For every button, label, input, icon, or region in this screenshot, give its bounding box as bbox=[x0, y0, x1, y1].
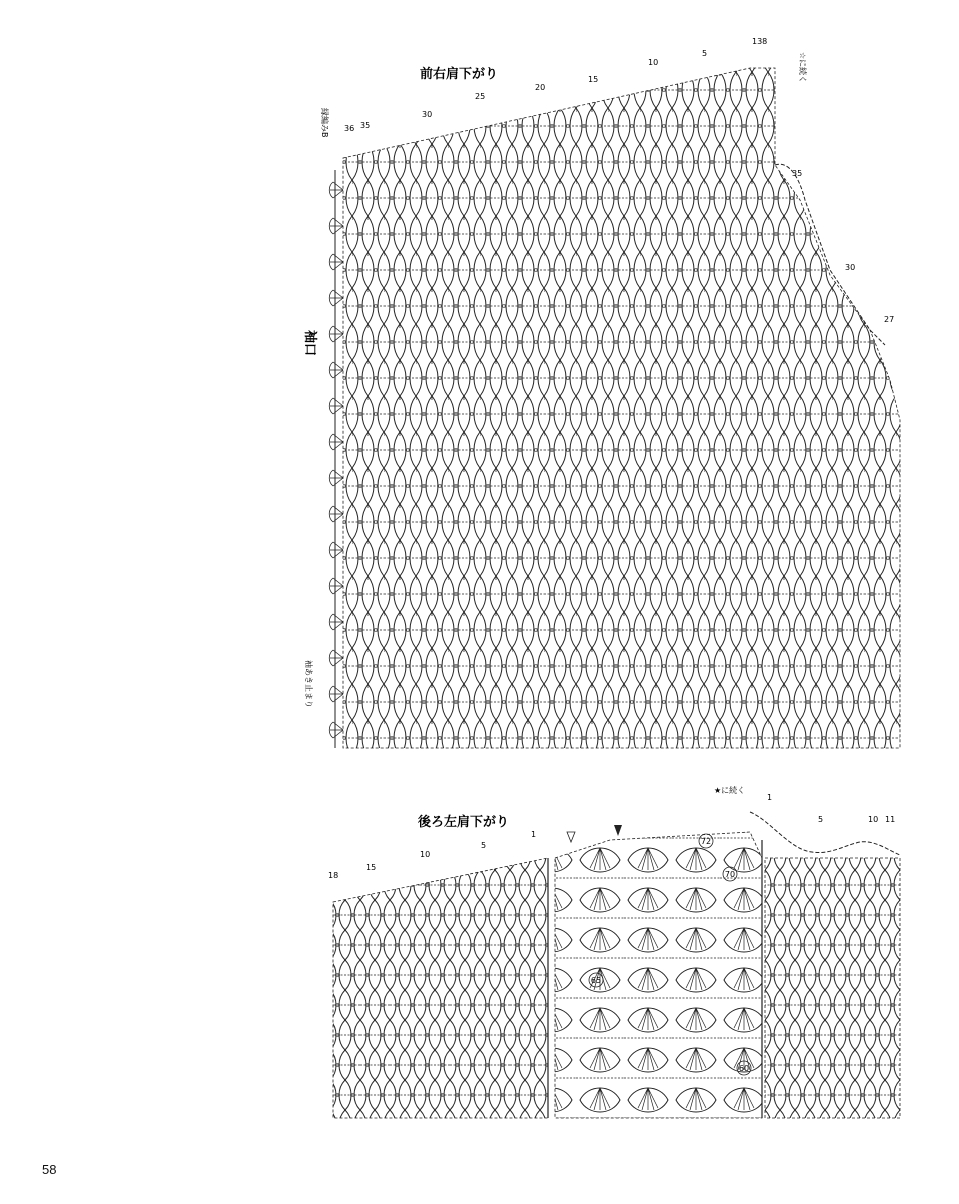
lower-left-mesh bbox=[333, 850, 553, 1120]
row-number: 138 bbox=[752, 37, 768, 46]
row-number: 10 bbox=[648, 58, 659, 67]
edging-shell bbox=[329, 650, 343, 666]
row-number: 35 bbox=[792, 169, 803, 178]
open-triangle-marker bbox=[567, 832, 575, 842]
row-number: 5 bbox=[481, 841, 487, 850]
edging-shell bbox=[329, 218, 343, 234]
edging-shell bbox=[329, 326, 343, 342]
row-number: 15 bbox=[366, 863, 377, 872]
row-number: 1 bbox=[531, 830, 537, 839]
lower-chart bbox=[333, 812, 905, 1122]
edging-shell bbox=[329, 362, 343, 378]
edging-shell bbox=[329, 614, 343, 630]
edging-shell bbox=[329, 578, 343, 594]
edging-shell bbox=[329, 542, 343, 558]
edging-shell bbox=[329, 434, 343, 450]
edging-shell bbox=[329, 506, 343, 522]
continue-black-star-label: ★に続く bbox=[714, 786, 746, 795]
page-number: 58 bbox=[42, 1162, 57, 1177]
row-number: 10 bbox=[420, 850, 431, 859]
motif-number: 72 bbox=[700, 837, 712, 846]
row-number: 15 bbox=[588, 75, 599, 84]
row-number: 30 bbox=[845, 263, 856, 272]
upper-chart bbox=[335, 60, 903, 750]
edging-shell bbox=[329, 722, 343, 738]
row-number: 5 bbox=[702, 49, 708, 58]
motif-number: 65 bbox=[590, 976, 602, 985]
edging-shell bbox=[329, 182, 343, 198]
motif-number: 70 bbox=[724, 870, 736, 879]
edging-shell-group bbox=[329, 182, 343, 738]
lower-chart-title: 後ろ左肩下がり bbox=[418, 815, 510, 830]
motif-number: 60 bbox=[738, 1064, 750, 1073]
row-number: 36 bbox=[344, 124, 355, 133]
edging-shell bbox=[329, 290, 343, 306]
edging-shell bbox=[329, 398, 343, 414]
row-number: 30 bbox=[422, 110, 433, 119]
row-number: 18 bbox=[328, 871, 339, 880]
row-number: 25 bbox=[475, 92, 486, 101]
edging-shell bbox=[329, 686, 343, 702]
row-number: 5 bbox=[818, 815, 824, 824]
edging-shell bbox=[329, 254, 343, 270]
continue-star-label: ☆に続く bbox=[798, 52, 807, 84]
row-number: 1 bbox=[767, 793, 773, 802]
edge-label: 縁編みB bbox=[320, 108, 329, 138]
row-number: 20 bbox=[535, 83, 546, 92]
bottom-label: 袖あき止まり bbox=[304, 660, 313, 708]
row-number: 11 bbox=[885, 815, 896, 824]
upper-chart-title: 前右肩下がり bbox=[420, 67, 499, 82]
row-number: 10 bbox=[868, 815, 879, 824]
edging-shell bbox=[329, 470, 343, 486]
row-number: 35 bbox=[360, 121, 371, 130]
side-label: 袖口 bbox=[302, 330, 317, 357]
upper-stitch-mesh bbox=[343, 60, 903, 750]
filled-triangle-marker bbox=[614, 825, 622, 836]
lower-right-mesh bbox=[765, 855, 905, 1120]
row-number: 27 bbox=[884, 315, 895, 324]
